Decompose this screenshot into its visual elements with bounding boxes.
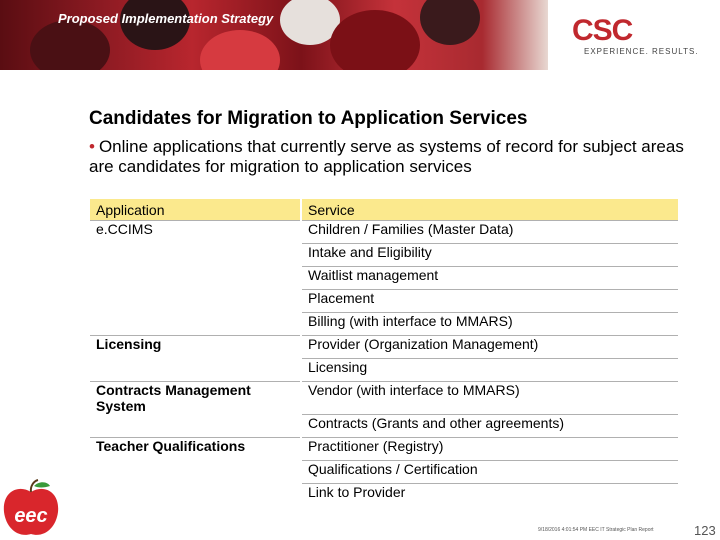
- table-row: [90, 460, 678, 483]
- rider-silhouette: [330, 10, 420, 70]
- csc-logo-mark: CSC: [572, 14, 633, 47]
- service-cell: Intake and Eligibility: [302, 244, 678, 267]
- table-row: [90, 244, 678, 267]
- service-cell: Practitioner (Registry): [302, 437, 678, 460]
- table-row: [90, 382, 678, 415]
- section-title: Proposed Implementation Strategy: [58, 11, 274, 26]
- leaf-icon: [34, 482, 50, 487]
- service-cell: Waitlist management: [302, 267, 678, 290]
- service-cell: Licensing: [302, 359, 678, 382]
- service-cell: Billing (with interface to MMARS): [302, 313, 678, 336]
- csc-logo: [560, 14, 700, 62]
- column-header-application: Application: [90, 199, 300, 221]
- application-cell: [90, 483, 300, 506]
- column-header-service: Service: [302, 199, 678, 221]
- bullet-point: [89, 137, 689, 177]
- table-row: [90, 290, 678, 313]
- rider-silhouette: [420, 0, 480, 45]
- table-row: [90, 483, 678, 506]
- service-cell: Vendor (with interface to MMARS): [302, 382, 678, 415]
- table-row: [90, 414, 678, 437]
- slide-heading: Candidates for Migration to Application Services: [89, 108, 528, 129]
- application-cell: [90, 460, 300, 483]
- cyclists-photo: [0, 0, 548, 70]
- application-cell: [90, 244, 300, 267]
- table-row: [90, 313, 678, 336]
- application-cell: Contracts Management System: [96, 382, 251, 414]
- application-cell: [90, 267, 300, 290]
- rider-silhouette: [200, 30, 280, 70]
- table-row: [90, 437, 678, 460]
- footer-text: 9/18/2016 4:01:54 PM EEC IT Strategic Plan Report: [538, 527, 654, 533]
- service-cell: Qualifications / Certification: [302, 460, 678, 483]
- table-row: [90, 221, 678, 244]
- table-header-row: [90, 199, 678, 221]
- header-banner: [0, 0, 720, 70]
- service-cell: Children / Families (Master Data): [302, 221, 678, 244]
- rider-silhouette: [30, 20, 110, 70]
- migration-table: [90, 199, 678, 506]
- table-row: [90, 359, 678, 382]
- application-cell: [90, 414, 300, 437]
- eec-logo-text: eec: [14, 505, 48, 527]
- service-cell: Link to Provider: [308, 483, 406, 500]
- application-cell: e.CCIMS: [96, 221, 153, 237]
- service-cell: Contracts (Grants and other agreements): [302, 414, 678, 437]
- application-cell: [90, 359, 300, 382]
- eec-logo: [0, 478, 62, 540]
- application-cell: Licensing: [96, 336, 162, 352]
- csc-logo-tagline: EXPERIENCE. RESULTS.: [584, 47, 699, 56]
- page-number: 123: [694, 523, 716, 538]
- bullet-text: Online applications that currently serve as systems of record for subject areas are candidates for migration to application services: [89, 137, 684, 176]
- table-row: [90, 267, 678, 290]
- application-cell: [90, 290, 300, 313]
- table-row: [90, 336, 678, 359]
- service-cell: Provider (Organization Management): [302, 336, 678, 359]
- service-cell: Placement: [302, 290, 678, 313]
- bullet-icon: •: [89, 137, 95, 156]
- application-cell: [90, 313, 300, 336]
- application-cell: Teacher Qualifications: [96, 437, 246, 454]
